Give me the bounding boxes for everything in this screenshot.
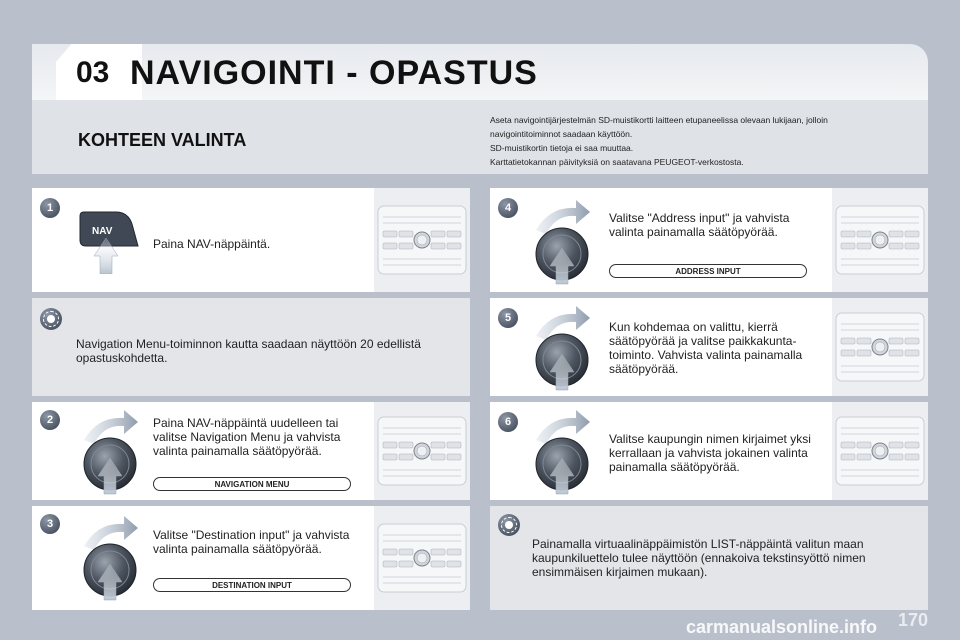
intro-line: SD-muistikortin tietoja ei saa muuttaa. — [490, 143, 634, 153]
address-input-label: ADDRESS INPUT — [609, 264, 807, 278]
chapter-number: 03 — [76, 56, 110, 89]
intro-text — [490, 113, 910, 169]
step-6-badge: 6 — [498, 412, 518, 432]
step-4-thumb — [832, 188, 928, 292]
intro-line: Karttatietokannan päivityksiä on saatavana PEUGEOT-verkostosta. — [490, 157, 744, 167]
radio-panel-icon — [835, 205, 925, 275]
knob-icon — [72, 512, 148, 602]
destination-input-label: DESTINATION INPUT — [153, 578, 351, 592]
page-number: 170 — [898, 610, 929, 630]
step-2-thumb — [374, 402, 470, 500]
step-3-thumb — [374, 506, 470, 610]
step-1-thumb — [374, 188, 470, 292]
page-title: NAVIGOINTI - OPASTUS — [130, 54, 538, 92]
step-5-badge: 5 — [498, 308, 518, 328]
intro-line: Aseta navigointijärjestelmän SD-muistikortti laitteen etupaneelissa olevaan lukijaan, jolloin — [490, 115, 828, 125]
knob-icon — [524, 406, 600, 496]
watermark: carmanualsonline.info — [686, 617, 878, 637]
nav-button-icon — [76, 210, 146, 274]
knob-icon — [524, 302, 600, 392]
step-1-text: Paina NAV-näppäintä. — [153, 237, 271, 251]
step-5-text: Kun kohdemaa on valittu, kierrä säätöpyörää ja valitse paikkakunta-toiminto. Vahvista valinta painamalla säätöpyörää. — [609, 320, 803, 376]
step-4-text: Valitse "Address input" ja vahvista valinta painamalla säätöpyörää. — [609, 211, 790, 239]
radio-panel-icon — [377, 205, 467, 275]
radio-panel-icon — [835, 312, 925, 382]
step-2-text: Paina NAV-näppäintä uudelleen tai valitse Navigation Menu ja vahvista valinta painamalla säätöpyörää. — [153, 416, 341, 458]
step-6-text: Valitse kaupungin nimen kirjaimet yksi kerrallaan ja vahvista jokainen valinta painamalla säätöpyörää. — [609, 432, 811, 474]
nav-button-label: NAV — [92, 226, 113, 237]
intro-line: navigointitoiminnot saadaan käyttöön. — [490, 129, 633, 139]
radio-panel-icon — [377, 523, 467, 593]
step-6-thumb — [832, 402, 928, 500]
step-5-thumb — [832, 298, 928, 396]
knob-icon — [72, 406, 148, 496]
knob-icon — [524, 196, 600, 286]
step-3-badge: 3 — [40, 514, 60, 534]
step-1-badge: 1 — [40, 198, 60, 218]
step-2-badge: 2 — [40, 410, 60, 430]
tip-1-text: Navigation Menu-toiminnon kautta saadaan näyttöön 20 edellistä opastuskohdetta. — [76, 337, 421, 365]
step-4-badge: 4 — [498, 198, 518, 218]
info-light-icon — [40, 308, 62, 330]
radio-panel-icon — [377, 416, 467, 486]
section-title: KOHTEEN VALINTA — [78, 130, 247, 150]
info-light-icon — [498, 514, 520, 536]
step-3-text: Valitse "Destination input" ja vahvista valinta painamalla säätöpyörää. — [153, 528, 350, 556]
navigation-menu-label: NAVIGATION MENU — [153, 477, 351, 491]
radio-panel-icon — [835, 416, 925, 486]
tip-2-text: Painamalla virtuaalinäppäimistön LIST-näppäintä valitun maan kaupunkiluettelo tulee näyttöön (ennakoiva tekstinsyöttö nimen ensimmäisen kirjaimen mukaan). — [532, 537, 866, 579]
